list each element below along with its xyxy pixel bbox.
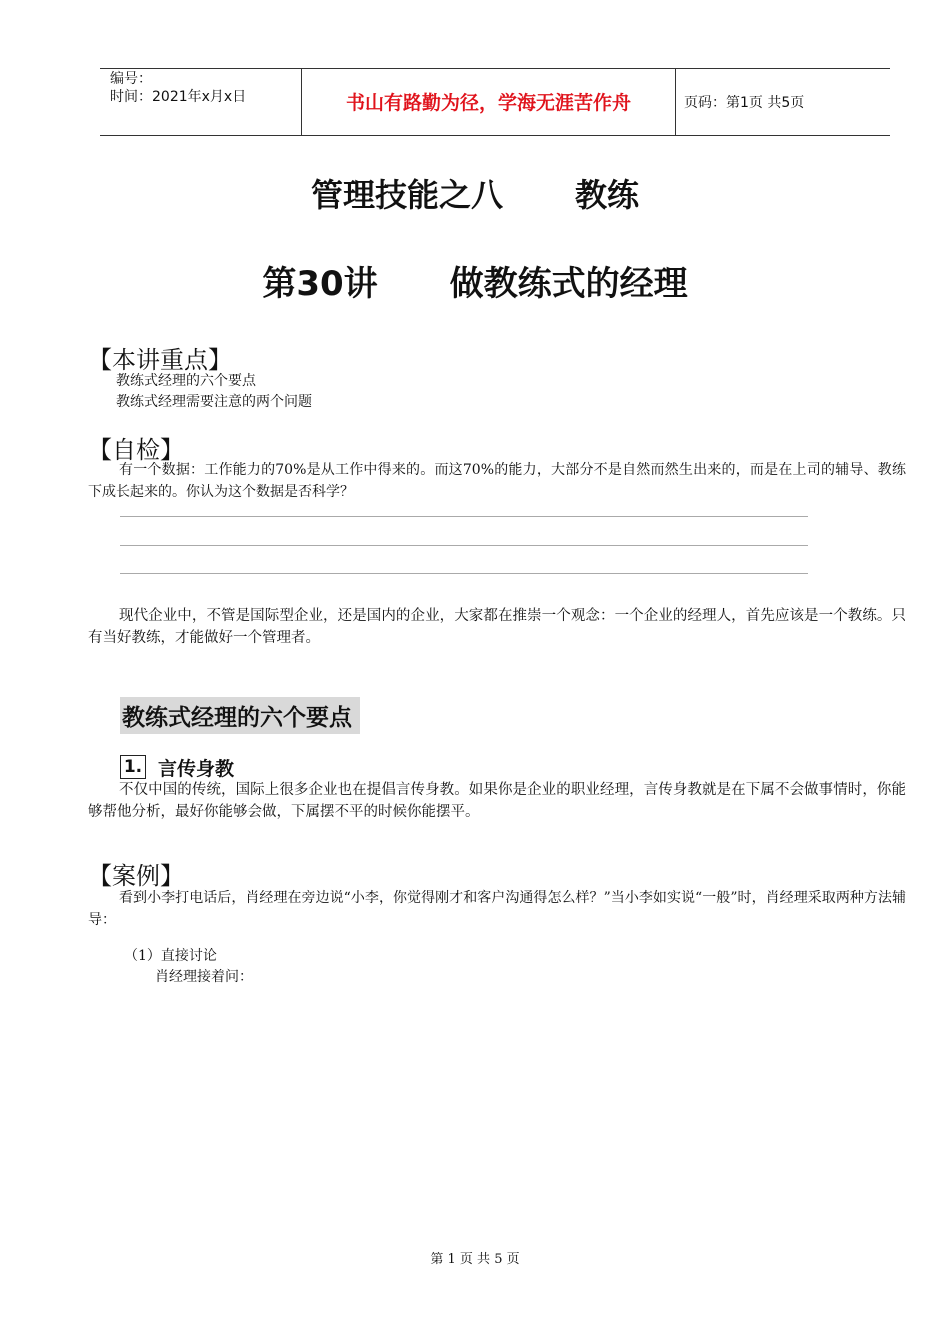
point-text: 不仅中国的传统，国际上很多企业也在提倡言传身教。如果你是企业的职业经理，言传身教就是在下属不会做事情时，你能够帮他分析，最好你能够会做，下属摆不平的时候你能摆平。 <box>88 782 906 820</box>
page-info: 页码：第1页 共5页 <box>684 95 805 111</box>
header-motto: 书山有路勤为径，学海无涯苦作舟 <box>345 92 631 114</box>
case-heading: 【案例】 <box>88 862 184 890</box>
title-part1: 管理技能之八 <box>310 176 503 214</box>
section-heading: 教练式经理的六个要点 <box>120 697 360 734</box>
lecture-title <box>0 256 950 305</box>
self-check-text: 有一个数据：工作能力的70%是从工作中得来的。而这70%的能力，大部分不是自然而然生出来的，而是在上司的辅导、教练下成长起来的。你认为这个数据是否科学？ <box>88 462 906 500</box>
key-point-item: 教练式经理需要注意的两个问题 <box>116 394 312 410</box>
title-part2: 教练 <box>575 176 640 214</box>
case-text: 看到小李打电话后，肖经理在旁边说“小李，你觉得刚才和客户沟通得怎么样？”当小李如实说“一般”时，肖经理采取两种方法辅导： <box>88 890 906 928</box>
answer-line <box>120 516 808 517</box>
answer-line <box>120 573 808 574</box>
header-divider <box>675 68 676 135</box>
point-number: 1. <box>120 755 146 779</box>
key-points-list <box>116 371 312 413</box>
header-meta <box>110 70 246 106</box>
intro-paragraph: 现代企业中，不管是国际型企业，还是国内的企业，大家都在推崇一个观念：一个企业的经理人，首先应该是一个教练。只有当好教练，才能做好一个管理者。 <box>88 608 906 646</box>
header-bottom-rule <box>100 135 890 136</box>
date-label: 时间：2021年x月x日 <box>110 89 247 105</box>
key-points-heading: 【本讲重点】 <box>88 346 232 374</box>
self-check-heading: 【自检】 <box>88 436 184 464</box>
number-label: 编号： <box>110 71 152 87</box>
case-method-1-text: 肖经理接着问： <box>155 969 253 985</box>
subtitle-part2: 做教练式的经理 <box>449 264 688 304</box>
point-title: 言传身教 <box>158 758 235 780</box>
page-footer: 第 1 页 共 5 页 <box>430 1252 520 1267</box>
key-point-item: 教练式经理的六个要点 <box>116 373 256 389</box>
case-method-1: （1）直接讨论 <box>124 948 217 964</box>
page-title <box>0 170 950 216</box>
answer-line <box>120 545 808 546</box>
subtitle-part1: 第30讲 <box>262 264 378 304</box>
